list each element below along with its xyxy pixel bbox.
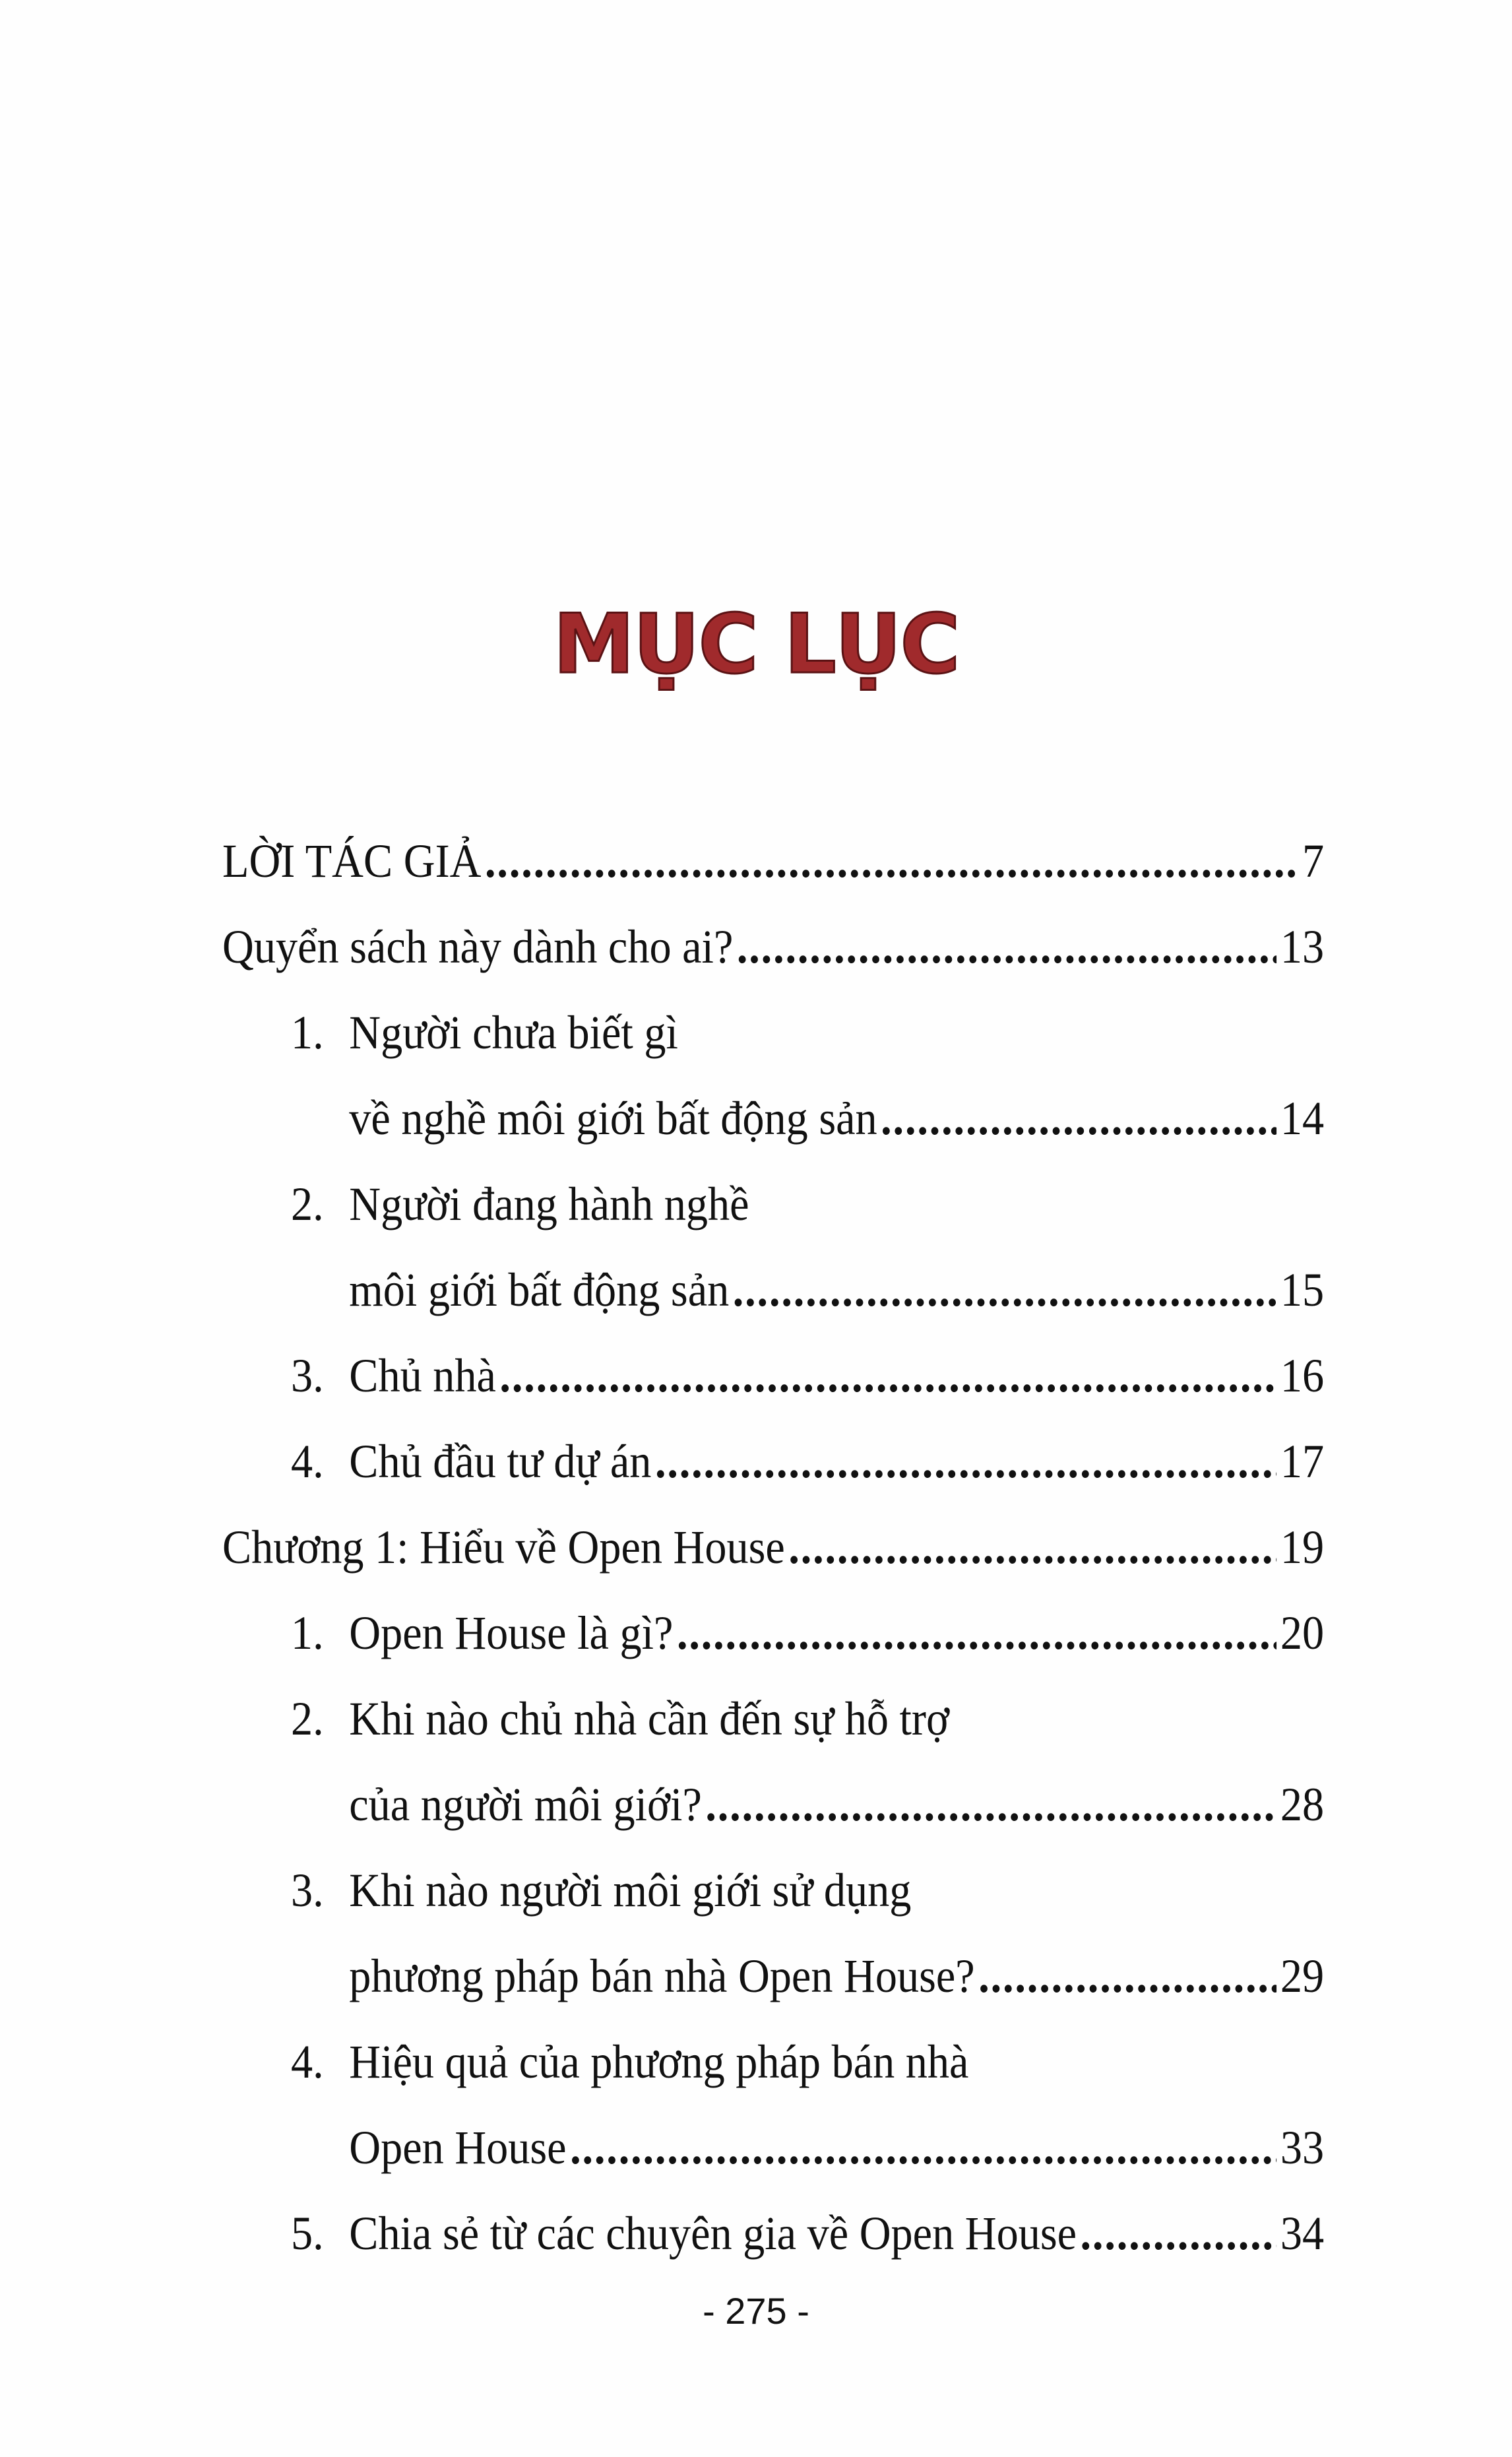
toc-entry-number: 4. (290, 2035, 324, 2088)
toc-entry-label: Chủ nhà (349, 1349, 496, 1402)
dot-leader (570, 2105, 1276, 2190)
dot-leader (655, 1419, 1276, 1504)
toc-entry-label: Khi nào người môi giới sử dụng (349, 1864, 912, 1917)
toc-entry-chapter-1[interactable] (222, 1504, 1324, 1590)
toc-entry-number: 1. (290, 1006, 324, 1059)
toc-entry-sub[interactable] (222, 1676, 1324, 1847)
dot-leader (737, 904, 1276, 990)
dot-leader (733, 1247, 1277, 1333)
dot-leader (881, 1075, 1276, 1161)
toc-entry-number: 4. (290, 1435, 324, 1488)
toc-page-number: 14 (1280, 1092, 1325, 1145)
dot-leader (1081, 2190, 1277, 2276)
page-number: - 275 - (703, 2290, 809, 2332)
toc-entry-label: Khi nào chủ nhà cần đến sự hỗ trợ (349, 1692, 950, 1745)
toc-entry-label-cont: môi giới bất động sản (349, 1263, 730, 1316)
toc-page-number: 15 (1280, 1263, 1325, 1316)
dot-leader (705, 1762, 1276, 1847)
dot-leader (485, 818, 1298, 904)
toc-entry-sub[interactable] (222, 990, 1324, 1161)
toc-page-number: 28 (1280, 1778, 1325, 1831)
toc-entry-sub[interactable] (222, 1419, 1324, 1504)
table-of-contents (222, 818, 1324, 2276)
toc-entry-number: 2. (290, 1692, 324, 1745)
toc-entry-sub[interactable] (222, 1333, 1324, 1419)
toc-page-number: 19 (1280, 1521, 1325, 1574)
toc-page-number: 34 (1280, 2207, 1325, 2260)
toc-page-number: 29 (1280, 1950, 1325, 2002)
dot-leader (978, 1933, 1276, 2019)
toc-entry-label: Hiệu quả của phương pháp bán nhà (349, 2035, 969, 2088)
toc-entry-sub[interactable] (222, 1161, 1324, 1333)
toc-entry-label: LỜI TÁC GIẢ (222, 835, 482, 887)
toc-entry-label: Chương 1: Hiểu về Open House (222, 1521, 785, 1574)
toc-entry-sub[interactable] (222, 1590, 1324, 1676)
toc-entry-label: Người đang hành nghề (349, 1178, 749, 1230)
toc-entry-label-cont: phương pháp bán nhà Open House? (349, 1950, 975, 2002)
toc-page-number: 17 (1280, 1435, 1325, 1488)
toc-entry-number: 1. (290, 1607, 324, 1659)
toc-entry-number: 3. (290, 1864, 324, 1917)
toc-page-number: 13 (1280, 920, 1325, 973)
dot-leader (677, 1590, 1276, 1676)
toc-entry-label-cont: về nghề môi giới bất động sản (349, 1092, 877, 1145)
dot-leader (788, 1504, 1276, 1590)
toc-entry-label: Quyển sách này dành cho ai? (222, 920, 734, 973)
toc-entry-audience[interactable] (222, 904, 1324, 990)
toc-entry-sub[interactable] (222, 2190, 1324, 2276)
toc-entry-label: Chia sẻ từ các chuyên gia về Open House (349, 2207, 1077, 2260)
toc-entry-sub[interactable] (222, 2019, 1324, 2190)
toc-entry-label: Người chưa biết gì (349, 1006, 678, 1059)
toc-entry-number: 2. (290, 1178, 324, 1230)
toc-page-number: 7 (1302, 835, 1325, 887)
toc-entry-label-cont: của người môi giới? (349, 1778, 702, 1831)
toc-entry-label: Chủ đầu tư dự án (349, 1435, 652, 1488)
toc-entry-number: 5. (290, 2207, 324, 2260)
toc-page-number: 20 (1280, 1607, 1325, 1659)
toc-entry-number: 3. (290, 1349, 324, 1402)
toc-entry-label: Open House là gì? (349, 1607, 674, 1659)
toc-entry-label-cont: Open House (349, 2121, 567, 2174)
toc-page-number: 16 (1280, 1349, 1325, 1402)
dot-leader (499, 1333, 1276, 1419)
toc-entry-preface[interactable] (222, 818, 1324, 904)
page-title: MỤC LỤC (553, 597, 959, 693)
toc-page-number: 33 (1280, 2121, 1325, 2174)
toc-entry-sub[interactable] (222, 1847, 1324, 2019)
